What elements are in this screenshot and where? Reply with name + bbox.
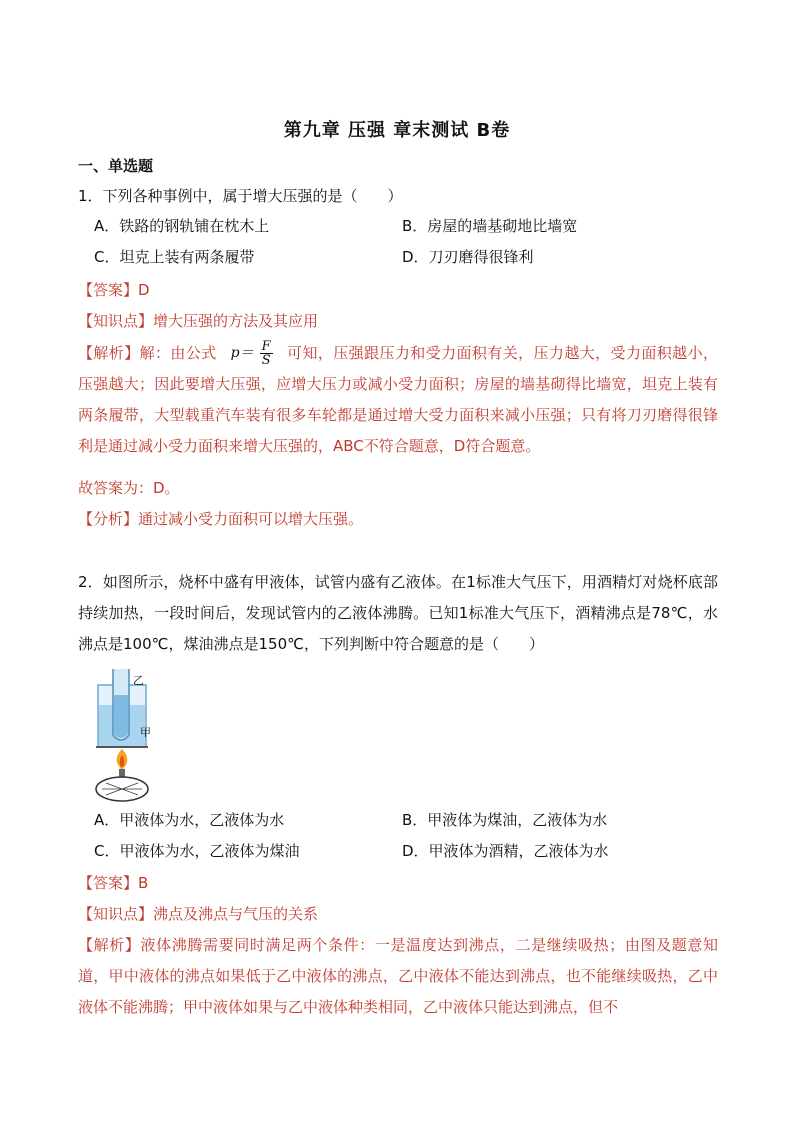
- formula-lhs: p＝: [230, 345, 254, 361]
- answer-label: 【答案】: [78, 281, 139, 299]
- comment-label: 【分析】: [78, 510, 139, 528]
- analysis-body: 液体沸腾需要同时满足两个条件：一是温度达到沸点，二是继续吸热；由图及题意知道，甲中液体的沸点如果低于乙中液体的沸点，乙中液体不能达到沸点，也不能继续吸热，乙中液体不能沸腾；甲中液体如果与乙中液体种类相同，乙中液体只能达到沸点，但不: [78, 936, 718, 1016]
- question-2-option-a: A．甲液体为水，乙液体为水: [94, 811, 285, 829]
- answer-value: B: [138, 874, 149, 892]
- analysis-body: 可知，压强跟压力和受力面积有关，压力越大，受力面积越小，压强越大；因此要增大压强，应增大压力或减小受力面积；房屋的墙基砌得比墙宽，坦克上装有两条履带，大型载重汽车装有很多车轮都是通过增大受力面积来减小压强；只有将刀刃磨得很锋利是通过减小受力面积来增大压强的，ABC不符合题意，D符合题意。: [78, 344, 718, 455]
- question-2-option-d: D．甲液体为酒精，乙液体为水: [402, 842, 609, 860]
- formula-fraction: [260, 340, 273, 367]
- question-1-stem: 1．下列各种事例中，属于增大压强的是（ ）: [78, 187, 403, 205]
- question-2-stem: 2．如图所示，烧杯中盛有甲液体，试管内盛有乙液体。在1标准大气压下，用酒精灯对烧杯底部持续加热，一段时间后，发现试管内的乙液体沸腾。已知1标准大气压下，酒精沸点是78℃，水沸点是100℃，煤油沸点是150℃，下列判断中符合题意的是（ ）: [78, 573, 718, 653]
- formula-denominator: S: [261, 352, 271, 368]
- label-outer-liquid: 甲: [140, 726, 151, 739]
- analysis-intro: 解：由公式: [139, 344, 217, 362]
- question-2-option-c: C．甲液体为水，乙液体为煤油: [94, 842, 300, 860]
- test-tube-liquid-icon: [114, 695, 128, 738]
- answer-value: D: [138, 281, 150, 299]
- experiment-figure: [88, 665, 168, 805]
- question-1-analysis: [78, 338, 718, 462]
- knowledge-value: 沸点及沸点与气压的关系: [153, 905, 319, 923]
- question-2-answer: [78, 873, 148, 893]
- question-2-analysis: [78, 930, 718, 1026]
- beaker-burner-diagram: [88, 665, 168, 805]
- question-1-option-d: D．刀刃磨得很锋利: [402, 248, 534, 266]
- question-1-knowledge: [78, 311, 318, 331]
- wick-icon: [119, 769, 125, 777]
- section-heading: 一、单选题: [78, 157, 154, 175]
- comment-value: 通过减小受力面积可以增大压强。: [138, 510, 364, 528]
- answer-label: 【答案】: [78, 874, 139, 892]
- pressure-formula: [231, 338, 279, 369]
- question-1-comment: [78, 509, 363, 529]
- knowledge-value: 增大压强的方法及其应用: [153, 312, 319, 330]
- analysis-label: 【解析】: [78, 344, 140, 362]
- question-1-option-c: C．坦克上装有两条履带: [94, 248, 255, 266]
- analysis-label: 【解析】: [78, 936, 141, 954]
- knowledge-label: 【知识点】: [78, 312, 154, 330]
- question-2-option-b: B．甲液体为煤油，乙液体为水: [402, 811, 608, 829]
- formula-numerator: F: [261, 338, 271, 354]
- page-title: 第九章 压强 章末测试 B卷: [283, 120, 511, 141]
- question-1-conclusion: 故答案为：D。: [78, 479, 180, 497]
- question-1-option-b: B．房屋的墙基砌地比墙宽: [402, 217, 578, 235]
- label-inner-liquid: 乙: [133, 674, 144, 687]
- question-1-option-a: A．铁路的钢轨铺在枕木上: [94, 217, 270, 235]
- question-1-answer: [78, 280, 150, 300]
- knowledge-label: 【知识点】: [78, 905, 154, 923]
- question-2-knowledge: [78, 904, 318, 924]
